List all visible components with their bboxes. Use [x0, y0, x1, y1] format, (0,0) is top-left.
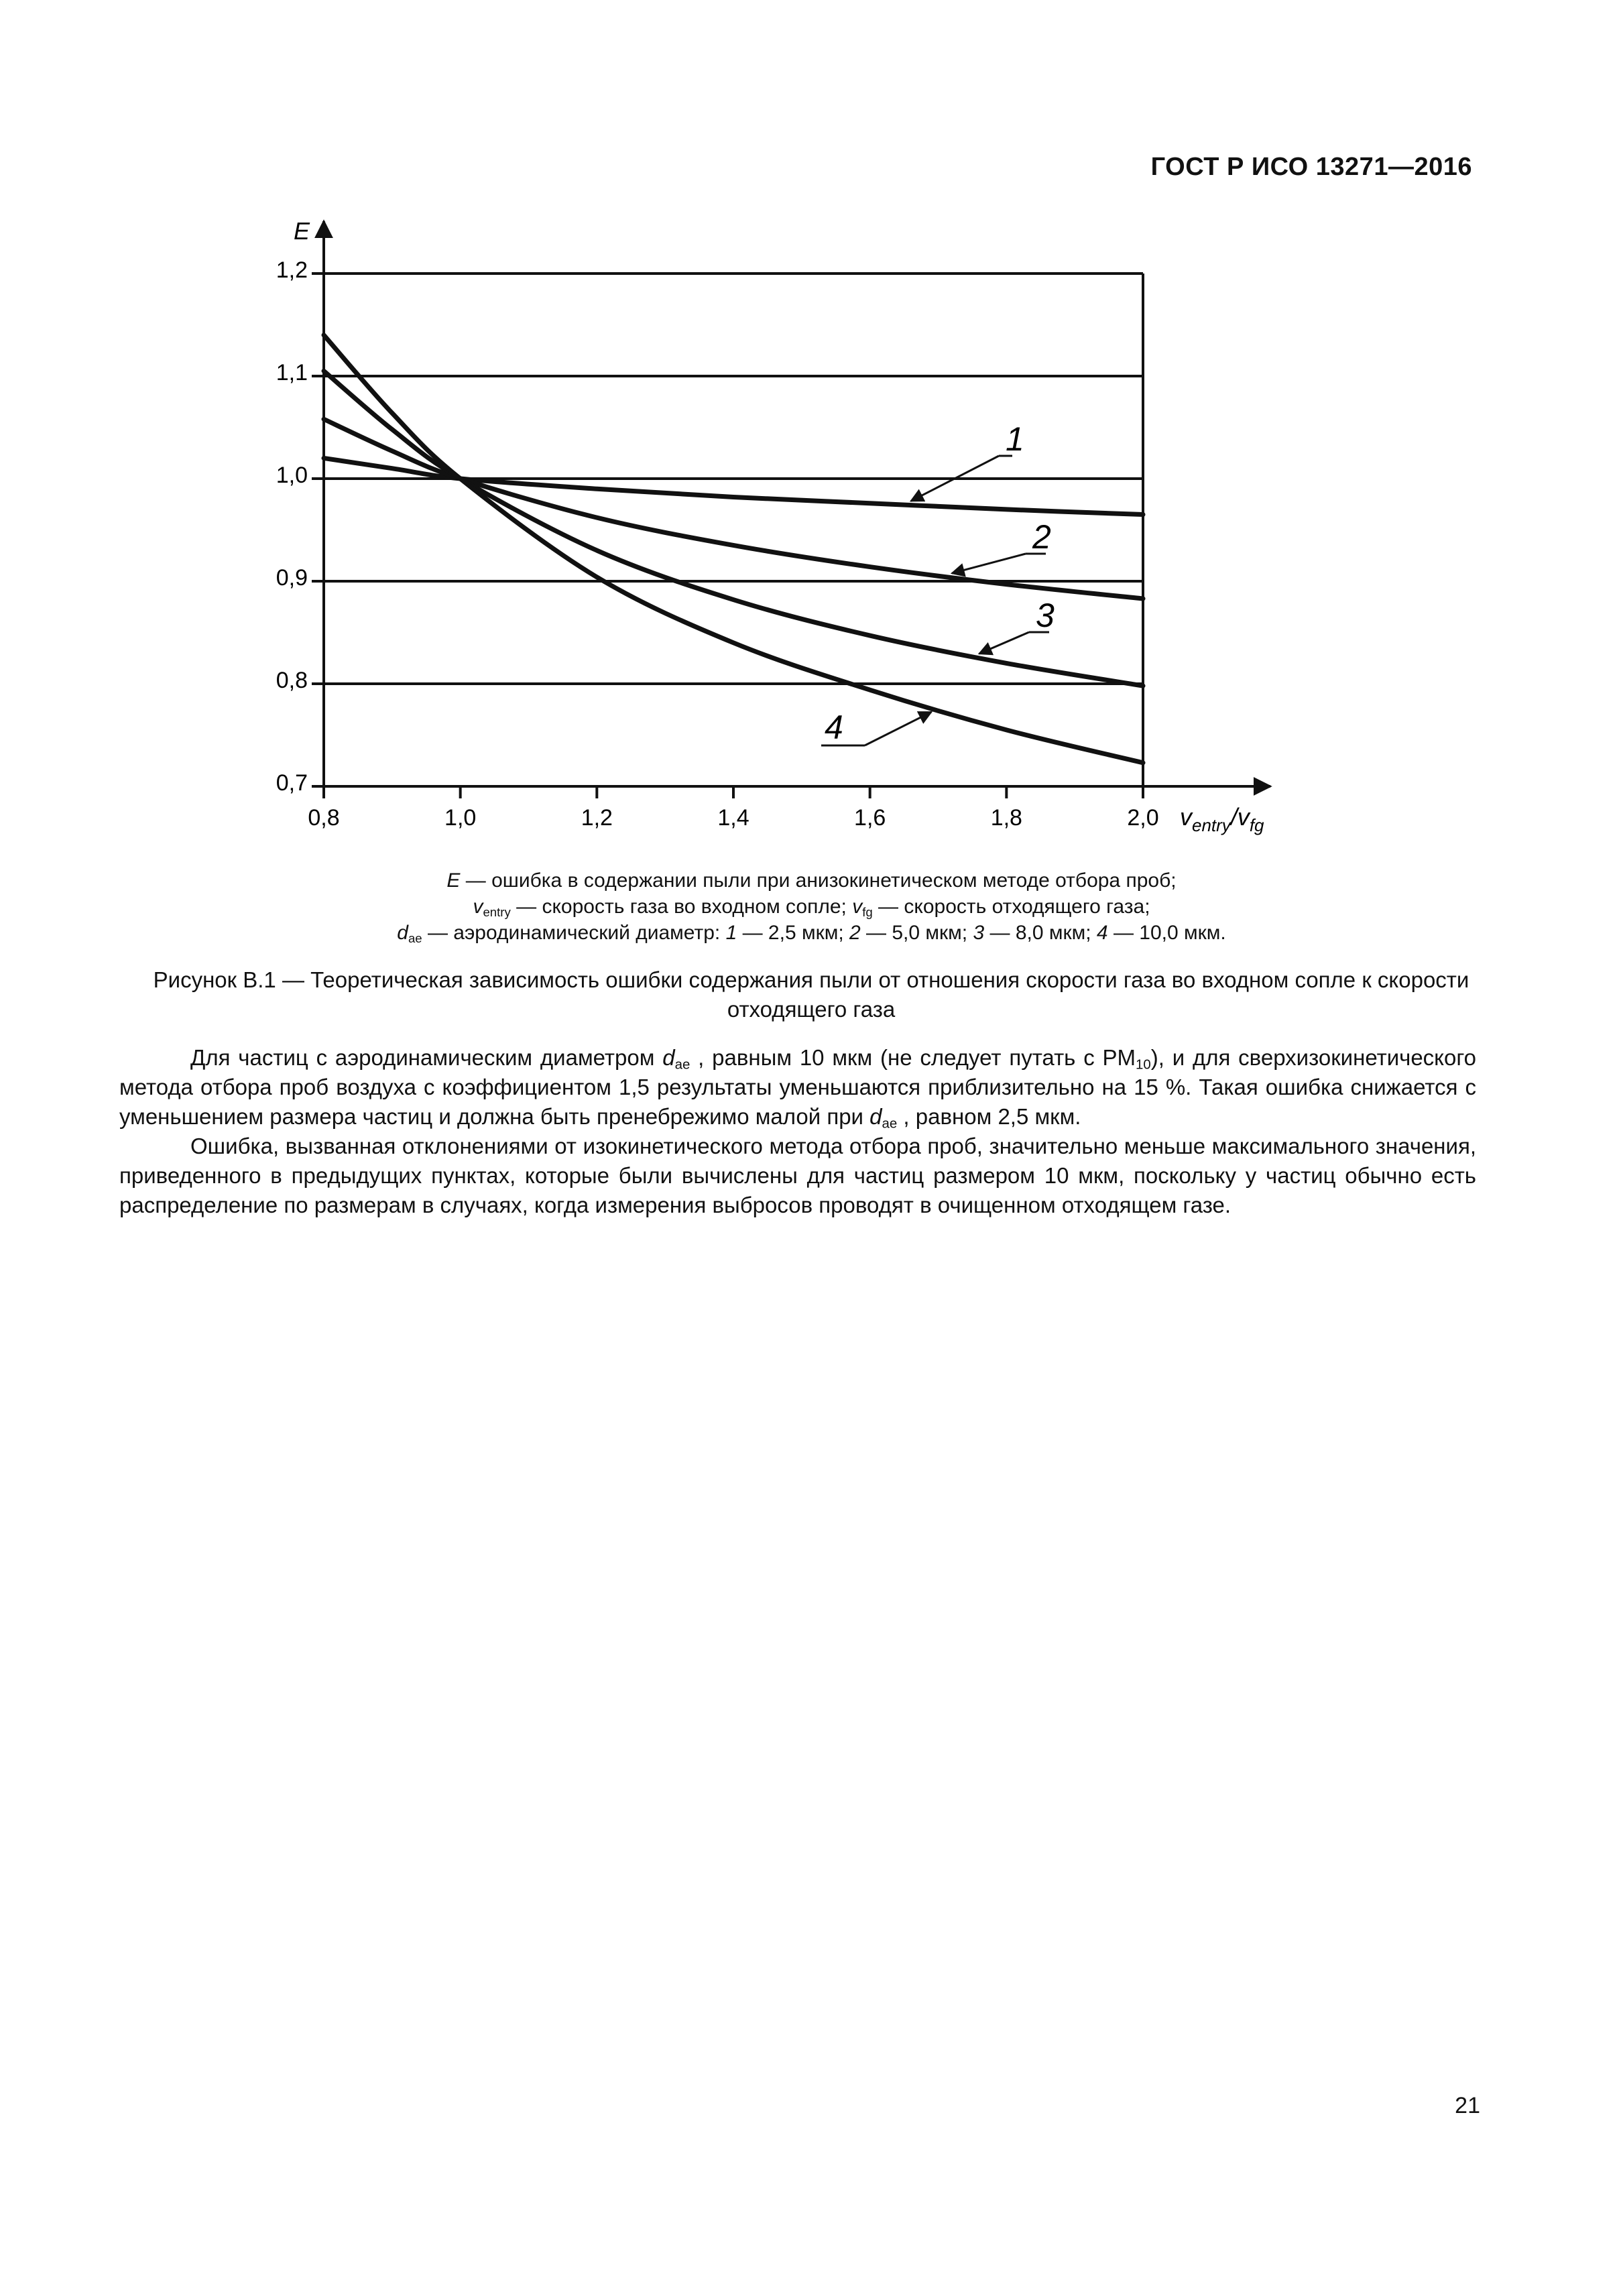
callout-arrow-4 — [865, 712, 931, 745]
y-tick-label: 1,2 — [276, 257, 308, 283]
x-tick-label: 2,0 — [1127, 805, 1159, 831]
y-tick-label: 0,7 — [276, 770, 308, 796]
legend-line-e: E — ошибка в содержании пыли при анизокинетическом методе отбора проб; — [446, 869, 1177, 892]
x-tick-label: 1,0 — [444, 805, 477, 831]
x-tick-label: 1,8 — [990, 805, 1022, 831]
y-tick-label: 0,9 — [276, 565, 308, 591]
x-axis-title: $v_{entry}/v_{fg}$ — [1180, 803, 1264, 835]
legend-line-velocity: $v_{entry}$ — скорость газа во входном сопле; $v_{fg}$ — скорость отходящего газа; — [473, 896, 1150, 920]
paragraph-2: Ошибка, вызванная отклонениями от изокинетического метода отбора проб, значительно меньше максимального значения, приведенного в предыдущих пунктах, которые были вычислены для частиц размером 10 мкм, поскольку у частиц обычно есть распределение по размерам в случаях, когда измерения выбросов проводят в очищенном отходящем газе. — [119, 1134, 1476, 1217]
body-text — [119, 1043, 1476, 1220]
x-tick-label: 1,2 — [581, 805, 613, 831]
curve-label-4: 4 — [825, 709, 843, 746]
x-tick-label: 1,4 — [717, 805, 749, 831]
paragraph-1: Для частиц с аэродинамическим диаметром $d_{ae}$ , равным 10 мкм (не следует путать с $PM_{10}$), и для сверхизокинетического метода отбора проб воздуха с коэффициентом 1,5 результаты уменьшаются приблизительно на 15 %. Такая ошибка снижается с уменьшением размера частиц и должна быть пренебрежимо малой при $d_{ae}$ , равном 2,5 мкм. — [119, 1045, 1476, 1132]
x-tick-label: 0,8 — [308, 805, 340, 831]
y-tick-label: 0,8 — [276, 668, 308, 693]
curve-3 — [324, 371, 1143, 686]
y-tick-label: 1,1 — [276, 360, 308, 385]
callout-arrow-3 — [979, 632, 1029, 654]
legend-line-diameter: $d_{ae}$ — аэродинамический диаметр: 1 — 2,5 мкм; 2 — 5,0 мкм; 3 — 8,0 мкм; 4 — 10,0 мкм. — [397, 922, 1226, 946]
curve-label-2: 2 — [1032, 518, 1051, 556]
curve-4 — [324, 335, 1143, 763]
document-header: ГОСТ Р ИСО 13271—2016 — [1150, 153, 1472, 181]
y-tick-label: 1,0 — [276, 463, 308, 488]
x-tick-label: 1,6 — [854, 805, 886, 831]
y-axis-title: E — [294, 217, 310, 245]
figure-caption: Рисунок В.1 — Теоретическая зависимость ошибки содержания пыли от отношения скорости газа во входном сопле к скорости отходящего газа — [153, 967, 1469, 1022]
figure-legend — [0, 867, 1623, 946]
page-number: 21 — [1455, 2093, 1480, 2118]
error-ratio-chart — [0, 0, 1623, 865]
curve-label-1: 1 — [1006, 420, 1024, 458]
curve-label-3: 3 — [1036, 597, 1055, 634]
callout-arrow-2 — [952, 554, 1026, 573]
